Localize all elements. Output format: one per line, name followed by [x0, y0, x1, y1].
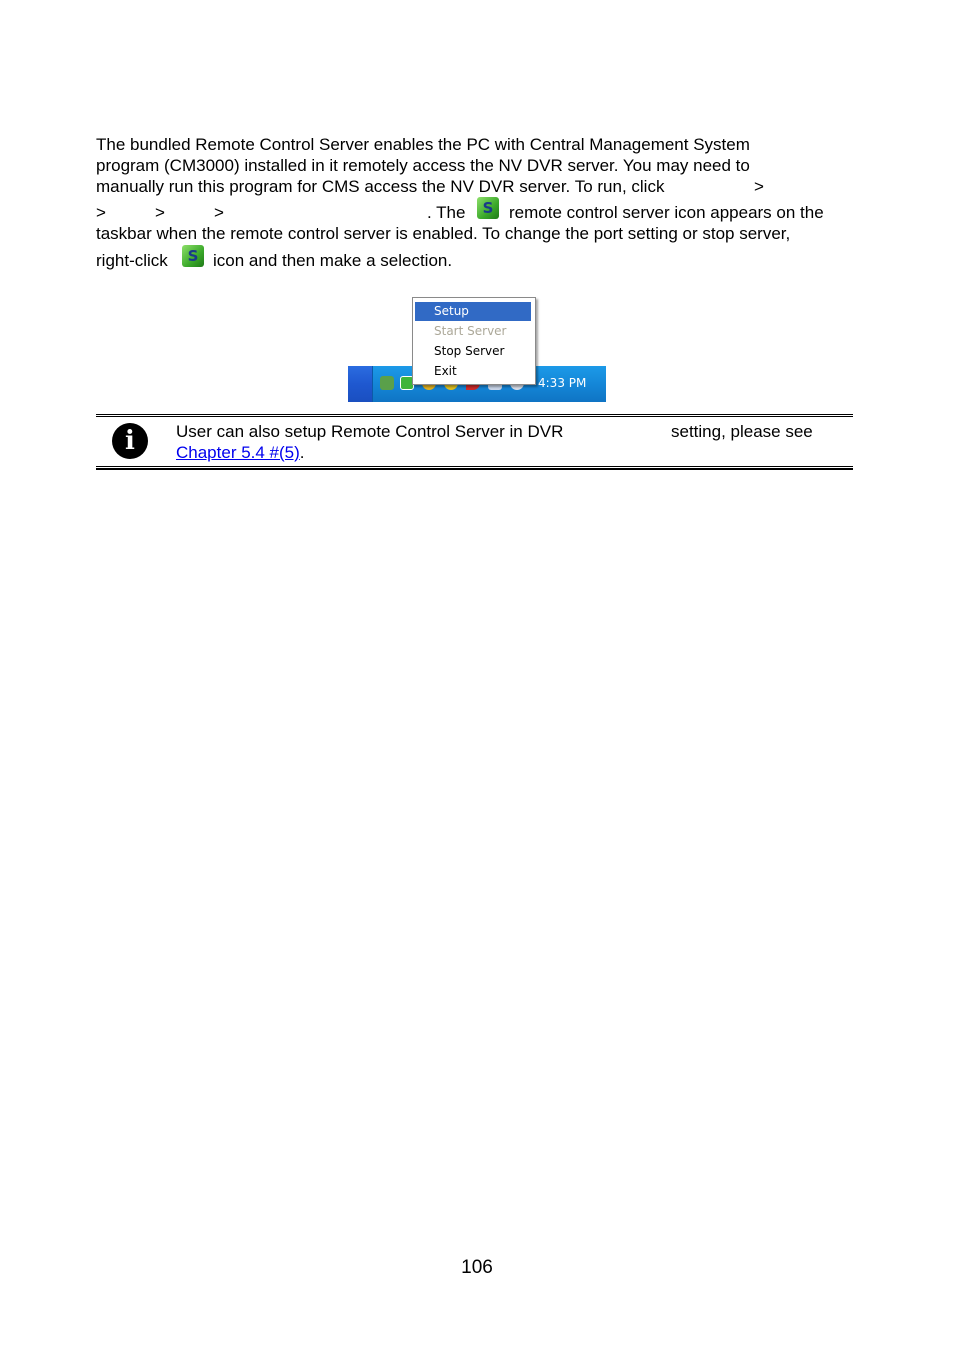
paragraph-line-6-end: icon and then make a selection.	[213, 251, 453, 270]
paragraph-line-3: manually run this program for CMS access the NV DVR server. To run, click	[96, 177, 665, 196]
paragraph-the-text: . The	[427, 203, 466, 222]
menu-path-separator: >	[754, 177, 764, 196]
network-icon[interactable]	[380, 376, 394, 390]
menu-item-setup[interactable]: Setup	[415, 302, 531, 321]
menu-path-separator: >	[96, 203, 106, 222]
paragraph-line-1: The bundled Remote Control Server enables the PC with Central Management System	[96, 135, 750, 154]
info-icon: i	[112, 423, 148, 459]
note-bottom-rule	[96, 468, 853, 470]
note-line-2	[176, 442, 305, 463]
note-top-rule	[96, 416, 853, 417]
paragraph-line-6-start: right-click	[96, 251, 168, 270]
tray-menu-screenshot	[348, 296, 605, 402]
menu-item-stop-server[interactable]: Stop Server	[434, 344, 505, 358]
menu-item-exit[interactable]: Exit	[434, 364, 457, 378]
clock[interactable]: 4:33 PM	[538, 376, 587, 390]
menu-path-separator: >	[214, 203, 224, 222]
remote-server-icon: S	[182, 245, 204, 267]
context-menu	[412, 297, 536, 385]
note-text-start: User can also setup Remote Control Server in DVR	[176, 422, 564, 441]
menu-path-separator: >	[155, 203, 165, 222]
page-number: 106	[461, 1257, 493, 1278]
paragraph-line-2: program (CM3000) installed in it remotely access the NV DVR server. You may need to	[96, 156, 750, 175]
remote-server-icon: S	[477, 197, 499, 219]
chapter-link[interactable]: Chapter 5.4 #(5)	[176, 443, 300, 462]
paragraph-line-4-rest: remote control server icon appears on the	[509, 203, 824, 222]
note-bottom-rule	[96, 466, 853, 467]
note-text-end: setting, please see	[671, 422, 813, 441]
note-top-rule	[96, 414, 853, 415]
note-period: .	[299, 443, 305, 462]
paragraph-line-5: taskbar when the remote control server is enabled. To change the port setting or stop server,	[96, 224, 791, 243]
menu-item-start-server: Start Server	[434, 324, 507, 338]
